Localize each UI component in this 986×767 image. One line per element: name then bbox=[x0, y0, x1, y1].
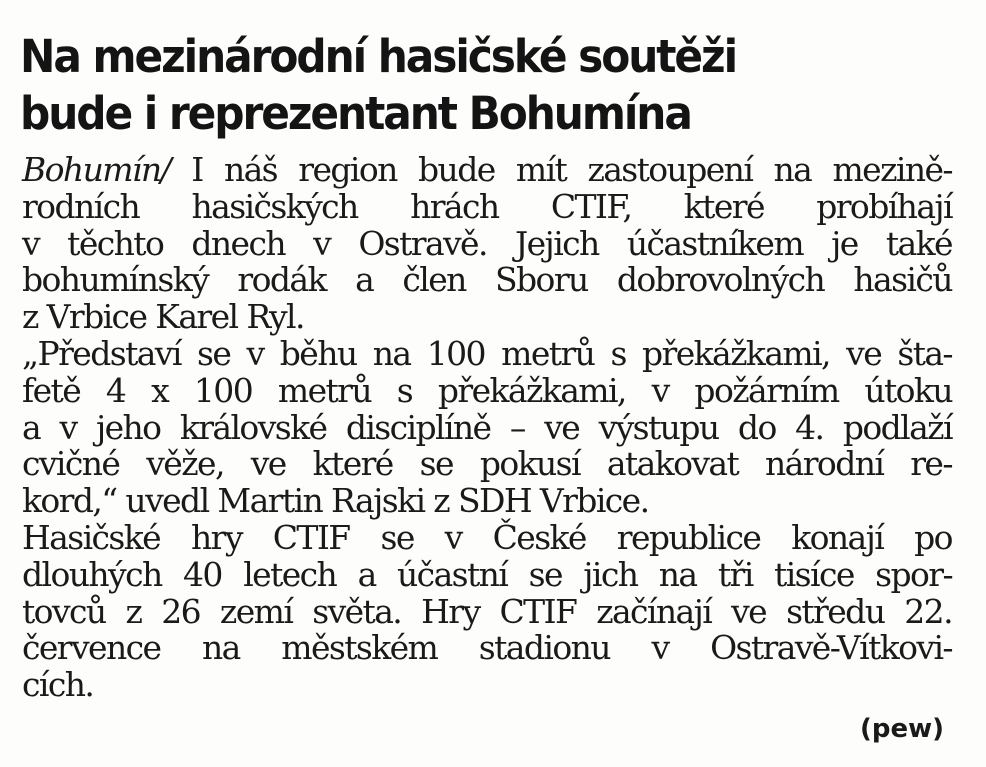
article-word: národní bbox=[765, 444, 884, 484]
article-word: Sboru bbox=[495, 260, 588, 300]
article-word: fetě bbox=[22, 370, 81, 410]
article-word: dnech bbox=[191, 223, 286, 263]
article-word: tři bbox=[717, 554, 753, 594]
article-word: se bbox=[419, 444, 453, 484]
article-word: člen bbox=[402, 260, 466, 300]
headline-line: bude i reprezentant Bohumína bbox=[20, 87, 691, 140]
article-word: zastoupení bbox=[587, 150, 753, 189]
article-word: Jejich bbox=[515, 223, 599, 263]
article-line bbox=[22, 554, 952, 594]
article-word: královské bbox=[179, 407, 327, 447]
article-word: metrů bbox=[277, 370, 371, 410]
article-word: tisíce bbox=[774, 554, 854, 594]
article-word: re- bbox=[910, 444, 952, 484]
article-word: z bbox=[125, 591, 142, 631]
article-word: ve bbox=[544, 407, 580, 447]
article-word: je bbox=[831, 223, 858, 263]
article-word: s bbox=[610, 333, 626, 373]
article-word: se bbox=[380, 517, 414, 557]
article-word: v bbox=[444, 517, 462, 557]
article-word: spor- bbox=[875, 554, 952, 594]
article-word: „Představí bbox=[22, 333, 181, 373]
article-word: 22. bbox=[904, 591, 952, 631]
article-word: metrů bbox=[501, 333, 595, 373]
article-line bbox=[22, 152, 952, 189]
article-word: tovců bbox=[22, 591, 106, 631]
article-word: a bbox=[355, 260, 374, 300]
article-word: 4 bbox=[105, 370, 126, 410]
author-signature: (pew) bbox=[859, 714, 944, 744]
article-word: dobrovolných bbox=[616, 260, 825, 300]
article-word: jeho bbox=[95, 407, 161, 447]
article-word: těchto bbox=[67, 223, 164, 263]
article-word: a bbox=[22, 407, 41, 447]
article-line bbox=[22, 370, 952, 410]
article-word: Hasičské bbox=[22, 517, 161, 557]
article-word: do bbox=[737, 407, 776, 447]
article-word: na bbox=[658, 554, 697, 594]
article-line bbox=[22, 299, 952, 336]
article-word: stadionu bbox=[478, 628, 610, 668]
article-line bbox=[22, 223, 952, 263]
article-word: bude bbox=[418, 150, 495, 189]
dateline: Bohumín/ bbox=[22, 150, 171, 189]
article-word: v bbox=[313, 223, 331, 263]
article-word: bohumínský bbox=[22, 260, 209, 300]
article-word: Ostravě. bbox=[358, 223, 487, 263]
article-word: začínají bbox=[596, 591, 712, 631]
article-word: července bbox=[22, 628, 161, 668]
article-word: hasičských bbox=[191, 186, 358, 226]
article-word: překážkami, bbox=[437, 370, 626, 410]
article-word: městském bbox=[281, 628, 438, 668]
article-body bbox=[22, 152, 952, 704]
article-word: ve bbox=[250, 444, 286, 484]
article-line bbox=[22, 333, 952, 373]
article-line bbox=[22, 630, 952, 667]
article-line bbox=[22, 262, 952, 299]
article-word: letech bbox=[243, 554, 337, 594]
article-word: středu bbox=[786, 591, 885, 631]
article-word: hrách bbox=[410, 186, 499, 226]
article-word: x bbox=[151, 370, 169, 410]
article-line bbox=[22, 667, 952, 704]
article-word: Ostravě-Vítkovi- bbox=[710, 628, 952, 668]
article-word: šta- bbox=[897, 333, 952, 373]
article-word: 40 bbox=[183, 554, 222, 594]
article-word: 100 bbox=[426, 333, 485, 373]
article-word: pokusí bbox=[479, 444, 580, 484]
article-word: atakovat bbox=[606, 444, 739, 484]
article-word: mezině- bbox=[832, 150, 952, 189]
article-word: rodák bbox=[237, 260, 326, 300]
article-headline bbox=[20, 28, 736, 142]
article-word: cích. bbox=[22, 665, 94, 705]
article-line bbox=[22, 483, 952, 520]
article-line bbox=[22, 517, 952, 557]
article-word: konají bbox=[791, 517, 884, 557]
article-word: výstupu bbox=[598, 407, 719, 447]
article-word: se bbox=[197, 333, 231, 373]
article-word: České bbox=[492, 517, 586, 557]
headline-line: Na mezinárodní hasičské soutěži bbox=[20, 30, 737, 83]
article-line bbox=[22, 446, 952, 483]
article-word: běhu bbox=[279, 333, 357, 373]
article-word: v bbox=[246, 333, 264, 373]
article-word: na bbox=[372, 333, 411, 373]
article-word: disciplíně bbox=[345, 407, 491, 447]
article-word: region bbox=[298, 150, 397, 189]
article-word: CTIF, bbox=[550, 186, 632, 226]
article-word: účastní bbox=[397, 554, 508, 594]
article-word: probíhají bbox=[816, 186, 952, 226]
article-word: po bbox=[914, 517, 952, 557]
article-word: také bbox=[885, 223, 952, 263]
article-word: v bbox=[651, 370, 669, 410]
article-word: CTIF bbox=[499, 591, 577, 631]
article-word: hry bbox=[191, 517, 242, 557]
article-word: účastníkem bbox=[626, 223, 804, 263]
article-line bbox=[22, 591, 952, 631]
article-word: 100 bbox=[193, 370, 253, 410]
article-word: překážkami, bbox=[642, 333, 830, 373]
article-word: jich bbox=[583, 554, 638, 594]
article-word: kord,“ uvedl Martin Rajski z SDH Vrbice. bbox=[22, 481, 649, 521]
article-word: v bbox=[651, 628, 669, 668]
article-word: mít bbox=[515, 150, 567, 189]
article-word: podlaží bbox=[842, 407, 952, 447]
article-word: – bbox=[509, 407, 525, 447]
article-word: ve bbox=[846, 333, 882, 373]
article-word: náš bbox=[223, 150, 278, 189]
article-word: cvičné bbox=[22, 444, 120, 484]
article-word: 26 bbox=[161, 591, 200, 631]
article-word: CTIF bbox=[272, 517, 350, 557]
article-word: věže, bbox=[146, 444, 224, 484]
article-word: dlouhých bbox=[22, 554, 162, 594]
article-word: z Vrbice Karel Ryl. bbox=[22, 297, 304, 337]
article-word: světa. bbox=[312, 591, 402, 631]
article-word: v bbox=[22, 223, 40, 263]
article-word: v bbox=[59, 407, 77, 447]
article-word: na bbox=[773, 150, 812, 189]
article-word: a bbox=[357, 554, 376, 594]
article-word: ve bbox=[731, 591, 767, 631]
article-word: hasičů bbox=[853, 260, 952, 300]
article-word: Hry bbox=[421, 591, 480, 631]
article-word: republice bbox=[616, 517, 761, 557]
article-word: na bbox=[201, 628, 240, 668]
article-word: které bbox=[683, 186, 764, 226]
article-word: požárním bbox=[694, 370, 839, 410]
article-word: zemí bbox=[219, 591, 293, 631]
article-word: 4. bbox=[795, 407, 824, 447]
article-line bbox=[22, 186, 952, 226]
article-line bbox=[22, 407, 952, 447]
article-word: rodních bbox=[22, 186, 140, 226]
article-word: útoku bbox=[864, 370, 952, 410]
article-word: s bbox=[396, 370, 413, 410]
article-word: které bbox=[312, 444, 393, 484]
article-word: I bbox=[191, 150, 203, 189]
article-word: se bbox=[528, 554, 562, 594]
